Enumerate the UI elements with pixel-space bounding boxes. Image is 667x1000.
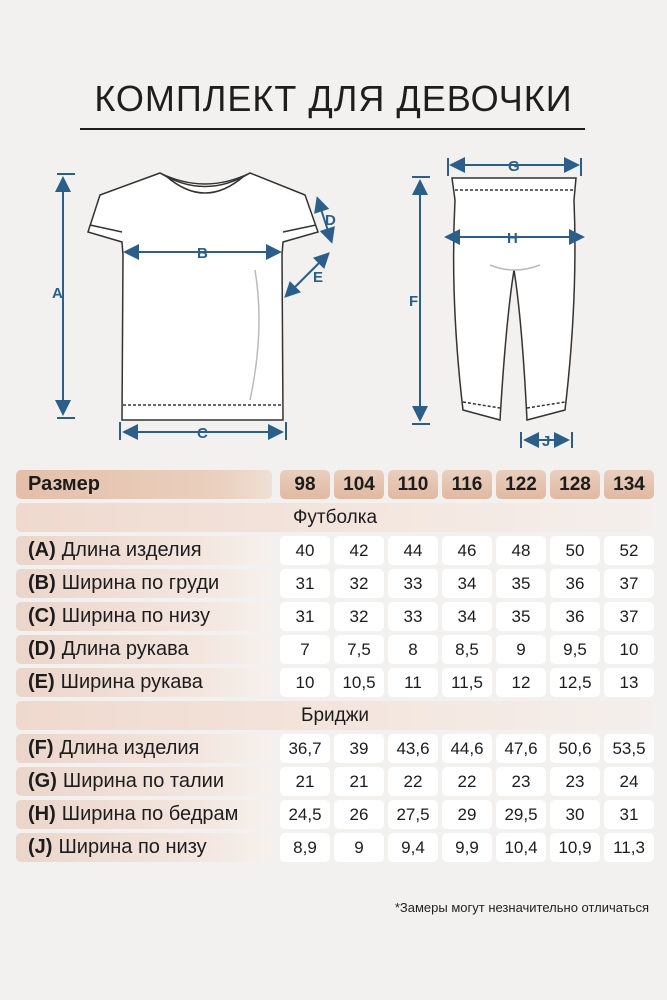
table-cell: 44 [388, 536, 438, 565]
row-code: (H) [28, 803, 56, 825]
table-cell: 9,5 [550, 635, 600, 664]
size-116: 116 [442, 470, 492, 499]
table-cell: 24 [604, 767, 654, 796]
table-row [16, 833, 654, 862]
row-label [16, 668, 272, 697]
table-cell: 52 [604, 536, 654, 565]
row-name: Ширина рукава [60, 671, 203, 693]
table-cell: 37 [604, 602, 654, 631]
row-label [16, 536, 272, 565]
table-cell: 44,6 [442, 734, 492, 763]
table-cell: 29,5 [496, 800, 546, 829]
table-cell: 53,5 [604, 734, 654, 763]
table-cell: 31 [280, 569, 330, 598]
row-code: (F) [28, 737, 54, 759]
size-104: 104 [334, 470, 384, 499]
size-128: 128 [550, 470, 600, 499]
table-cell: 10 [604, 635, 654, 664]
row-code: (D) [28, 638, 56, 660]
table-cell: 21 [334, 767, 384, 796]
label-a: A [52, 285, 63, 302]
table-cell: 47,6 [496, 734, 546, 763]
table-cell: 33 [388, 569, 438, 598]
row-label [16, 569, 272, 598]
row-name: Ширина по груди [61, 572, 220, 594]
table-row [16, 536, 654, 565]
table-cell: 12,5 [550, 668, 600, 697]
row-name: Длина изделия [61, 539, 202, 561]
table-cell: 31 [604, 800, 654, 829]
table-cell: 9,9 [442, 833, 492, 862]
table-cell: 7,5 [334, 635, 384, 664]
table-cell: 42 [334, 536, 384, 565]
table-cell: 35 [496, 569, 546, 598]
table-cell: 50,6 [550, 734, 600, 763]
label-b: B [197, 245, 208, 262]
page-title: КОМПЛЕКТ ДЛЯ ДЕВОЧКИ [94, 78, 573, 119]
table-cell: 40 [280, 536, 330, 565]
size-134: 134 [604, 470, 654, 499]
table-cell: 8,9 [280, 833, 330, 862]
table-cell: 10 [280, 668, 330, 697]
row-label [16, 635, 272, 664]
table-cell: 32 [334, 602, 384, 631]
table-cell: 8 [388, 635, 438, 664]
label-g: G [508, 158, 520, 175]
table-row [16, 734, 654, 763]
table-cell: 10,9 [550, 833, 600, 862]
size-122: 122 [496, 470, 546, 499]
table-row [16, 668, 654, 697]
table-cell: 26 [334, 800, 384, 829]
table-cell: 9,4 [388, 833, 438, 862]
row-name: Длина рукава [61, 638, 189, 660]
size-table [16, 470, 654, 866]
size-110: 110 [388, 470, 438, 499]
table-cell: 11 [388, 668, 438, 697]
table-cell: 36 [550, 569, 600, 598]
table-cell: 9 [496, 635, 546, 664]
table-cell: 31 [280, 602, 330, 631]
table-cell: 30 [550, 800, 600, 829]
table-cell: 27,5 [388, 800, 438, 829]
label-h: H [507, 230, 518, 247]
table-cell: 9 [334, 833, 384, 862]
table-cell: 50 [550, 536, 600, 565]
row-name: Ширина по низу [61, 605, 210, 627]
table-cell: 32 [334, 569, 384, 598]
row-code: (J) [28, 836, 53, 858]
table-cell: 13 [604, 668, 654, 697]
row-code: (A) [28, 539, 56, 561]
table-cell: 12 [496, 668, 546, 697]
row-code: (E) [28, 671, 55, 693]
row-code: (G) [28, 770, 57, 792]
row-label [16, 800, 272, 829]
table-row [16, 800, 654, 829]
label-e: E [313, 269, 324, 286]
row-code: (C) [28, 605, 56, 627]
table-cell: 36 [550, 602, 600, 631]
label-f: F [409, 293, 419, 310]
table-cell: 48 [496, 536, 546, 565]
size-header-row [16, 470, 654, 499]
table-cell: 29 [442, 800, 492, 829]
tshirt-drawing [88, 173, 318, 420]
row-label [16, 734, 272, 763]
table-cell: 22 [388, 767, 438, 796]
row-name: Ширина по бедрам [61, 803, 239, 825]
table-cell: 34 [442, 569, 492, 598]
table-row [16, 569, 654, 598]
section-title: Футболка [16, 503, 654, 532]
section-title: Бриджи [16, 701, 654, 730]
table-row [16, 602, 654, 631]
table-cell: 36,7 [280, 734, 330, 763]
row-code: (B) [28, 572, 56, 594]
table-cell: 7 [280, 635, 330, 664]
row-label [16, 833, 272, 862]
table-row [16, 767, 654, 796]
size-98: 98 [280, 470, 330, 499]
table-cell: 10,4 [496, 833, 546, 862]
table-cell: 22 [442, 767, 492, 796]
row-name: Длина изделия [59, 737, 200, 759]
table-cell: 39 [334, 734, 384, 763]
table-cell: 34 [442, 602, 492, 631]
table-cell: 11,3 [604, 833, 654, 862]
title-underline [80, 128, 585, 130]
table-cell: 11,5 [442, 668, 492, 697]
table-row [16, 635, 654, 664]
table-cell: 24,5 [280, 800, 330, 829]
row-name: Ширина по низу [58, 836, 207, 858]
table-cell: 46 [442, 536, 492, 565]
footnote: *Замеры могут незначительно отличаться [394, 900, 649, 915]
garment-diagram [0, 140, 667, 460]
size-header-label: Размер [16, 470, 272, 499]
row-name: Ширина по талии [62, 770, 224, 792]
table-cell: 23 [496, 767, 546, 796]
table-cell: 8,5 [442, 635, 492, 664]
row-label [16, 767, 272, 796]
table-cell: 35 [496, 602, 546, 631]
table-cell: 43,6 [388, 734, 438, 763]
table-cell: 33 [388, 602, 438, 631]
shorts-drawing [452, 178, 576, 420]
row-label [16, 602, 272, 631]
table-cell: 23 [550, 767, 600, 796]
table-cell: 21 [280, 767, 330, 796]
label-c: C [197, 425, 208, 442]
label-j: J [542, 433, 551, 450]
table-cell: 10,5 [334, 668, 384, 697]
label-d: D [325, 212, 336, 229]
table-cell: 37 [604, 569, 654, 598]
